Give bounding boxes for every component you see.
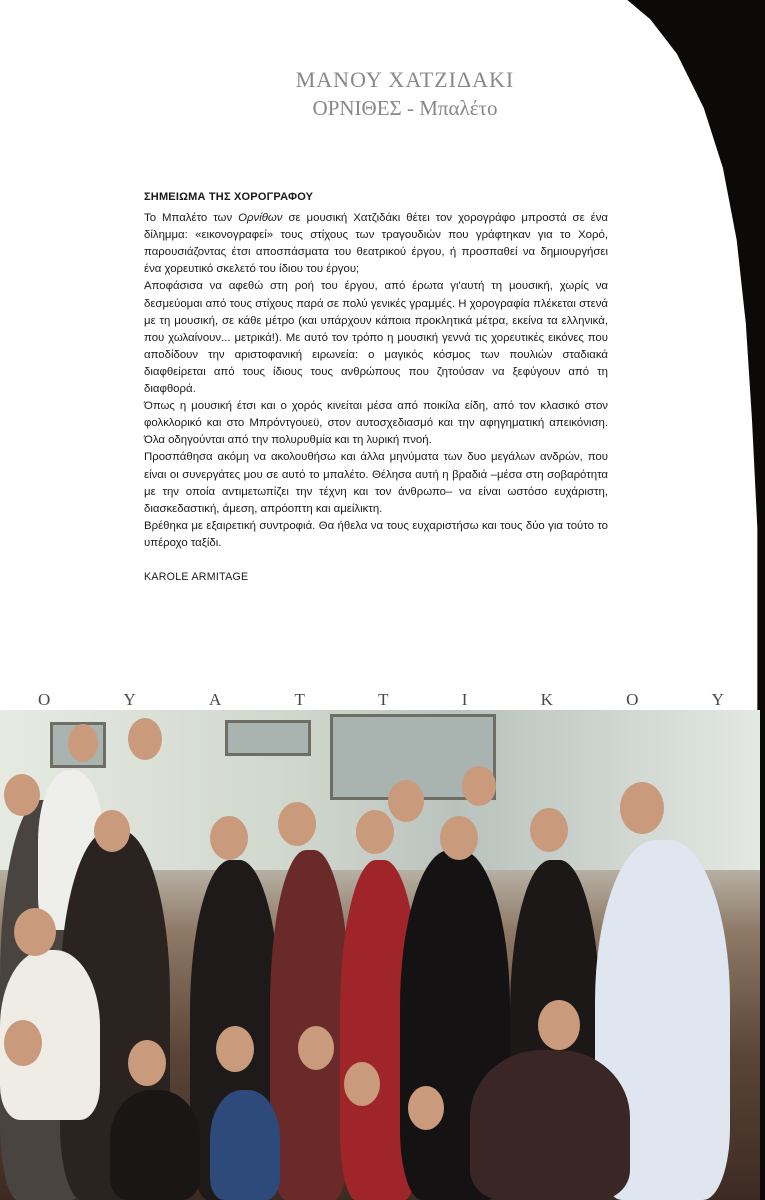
dancer-head <box>440 816 478 860</box>
banner-letter: Κ <box>540 690 553 709</box>
dancer-head <box>462 766 496 806</box>
banner-letter: Υ <box>123 690 136 709</box>
dancer-head <box>538 1000 580 1050</box>
banner-letter: Τ <box>294 690 305 709</box>
note-p1-after: σε μουσική Χατζιδάκι θέτει τον χορογράφο μπροστά σε ένα δίλημμα: «εικονογραφεί» τους στίχους των τραγουδιών που γράφτηκαν για το Χορό, παρουσιάζοντας έτσι αποσπάσματα του θεατρικού έργου, ή προσπαθεί να δημιουργήσει ένα χορευτικό σκελετό του ίδιου του έργου; <box>144 212 608 276</box>
banner-letter: Α <box>209 690 222 709</box>
note-paragraph-2: Αποφάσισα να αφεθώ στη ροή του έργου, από έρωτα γι'αυτή τη μουσική, χωρίς να δεσμεύομαι από τους στίχους παρά σε πολύ γενικές γραμμές. Η χορογραφία πλέκεται στενά με τη μουσική, σε κάθε μέτρο (και υπάρχουν κάποια προκλητικά μέτρα, εκείνα τα ελληνικά, που χωλαίνουν... μετρικά!). Με αυτό τον τρόπο η μουσική γεννά τις χορευτικές εικόνες που αποδίδουν την αριστοφανική ειρωνεία: ο μαγικός κόσμος των πουλιών σταδιακά διαφθείρεται από τους ίδιους τους ανθρώπους που ζητούσαν να ξεφύγουν από τη διαφθορά. <box>144 280 608 396</box>
note-p1-before: Το Μπαλέτο των <box>144 212 239 225</box>
theatre-banner <box>0 690 756 712</box>
dancer-head <box>4 774 40 816</box>
dancer-figure <box>210 1090 280 1200</box>
dancer-head <box>216 1026 254 1072</box>
note-heading: ΣΗΜΕΙΩΜΑ ΤΗΣ ΧΟΡΟΓΡΑΦΟΥ <box>144 191 314 203</box>
dancer-head <box>388 780 424 822</box>
note-p1-italic: Ορνίθων <box>238 212 283 225</box>
note-paragraph-5: Βρέθηκα με εξαιρετική συντροφιά. Θα ήθελα να τους ευχαριστήσω και τους δύο για τούτο το υπέροχο ταξίδι. <box>144 519 608 549</box>
dancer-head <box>68 724 98 762</box>
dancer-head <box>4 1020 42 1066</box>
note-paragraph-3: Όπως η μουσική έτσι και ο χορός κινείται μέσα από ποικίλα είδη, από τον κλασικό στον φολκλορικό και στο Μπρόντγουεϋ, στον αυτοσχεδιασμό και την αφηγηματική απεικόνιση. Όλα οδηγούνται από την πολυρυθμία και τη λυρική πνοή. <box>144 400 608 447</box>
note-paragraph-4: Προσπάθησα ακόμη να ακολουθήσω και άλλα μηνύματα των δυο μεγάλων ανδρών, που είναι οι συνεργάτες μου σε αυτό το μπαλέτο. Θέλησα αυτή η βραδιά –μέσα στη σοβαρότητα με την οποία αντιμετωπίζει την τέχνη και τον άνθρωπο– να είναι ωστόσο ευχάριστη, διασκεδαστική, άμεση, απρόοπτη και αμείλικτη. <box>144 451 608 515</box>
banner-letter: Ο <box>626 690 639 709</box>
dancer-head <box>128 718 162 760</box>
dancer-head <box>278 802 316 846</box>
banner-letter: Υ <box>711 690 724 709</box>
work-title: ΟΡΝΙΘΕΣ - Μπαλέτο <box>312 96 498 120</box>
note-paragraph-1 <box>144 210 608 278</box>
group-photo <box>0 710 760 1200</box>
dancer-head <box>530 808 568 852</box>
dancer-head <box>14 908 56 956</box>
banner-letter: Τ <box>378 690 389 709</box>
banner-letter: Ι <box>461 690 468 709</box>
dancer-head <box>128 1040 166 1086</box>
note-signature: KAROLE ARMITAGE <box>144 570 249 583</box>
dancer-figure <box>270 850 350 1200</box>
dancer-head <box>356 810 394 854</box>
dancer-head <box>620 782 664 834</box>
composer-title: ΜΑΝΟΥ ΧΑΤΖΙΔΑΚΙ <box>295 67 515 92</box>
dancer-head <box>210 816 248 860</box>
banner-letter: Ο <box>38 690 51 709</box>
dancer-figure <box>470 1050 630 1200</box>
photo-window <box>225 720 311 756</box>
choreographer-note <box>144 189 608 586</box>
dancer-head <box>94 810 130 852</box>
dancer-head <box>408 1086 444 1130</box>
dancer-head <box>344 1062 380 1106</box>
dancer-figure <box>110 1090 200 1200</box>
page-header <box>230 66 580 122</box>
dancer-head <box>298 1026 334 1070</box>
